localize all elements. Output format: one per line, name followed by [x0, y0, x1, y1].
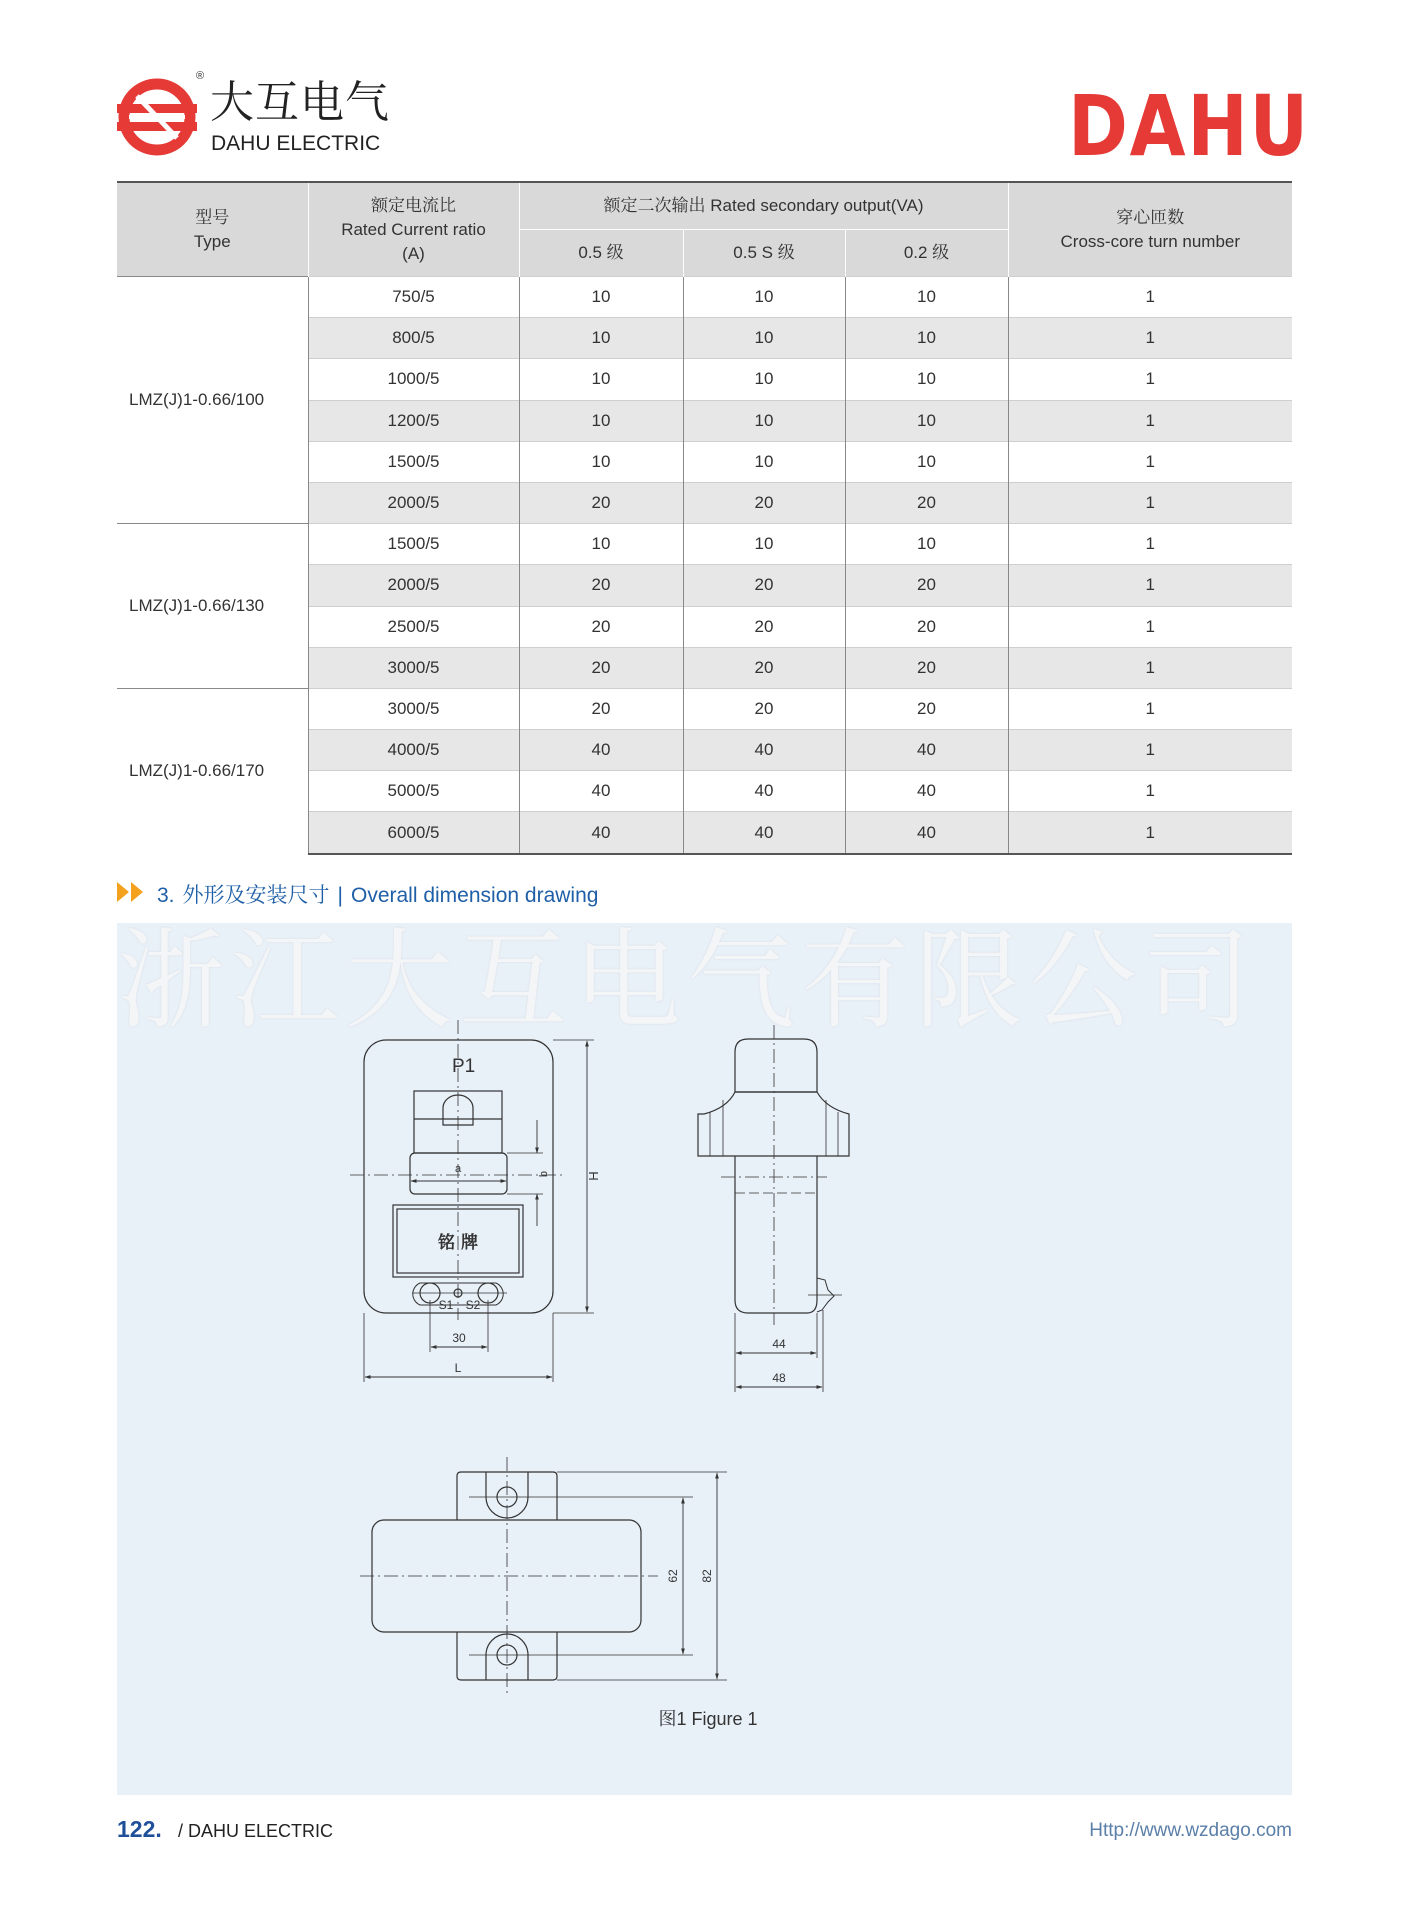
cell-class-05s: 20: [683, 647, 845, 688]
cell-turns: 1: [1008, 812, 1292, 854]
section-separator: |: [337, 883, 343, 907]
logo-chinese-name: 大互电气: [210, 77, 390, 128]
cell-class-05: 40: [519, 812, 683, 854]
cell-class-05s: 10: [683, 318, 845, 359]
header-turns-cn: 穿心匝数: [1116, 207, 1185, 227]
cell-class-05: 20: [519, 606, 683, 647]
cell-class-05s: 40: [683, 730, 845, 771]
cell-ratio: 1200/5: [308, 400, 519, 441]
cell-type: LMZ(J)1-0.66/130: [117, 524, 308, 689]
cell-class-02: 10: [845, 359, 1008, 400]
label-62: 62: [666, 1569, 680, 1583]
cell-class-05: 10: [519, 400, 683, 441]
cell-class-05: 10: [519, 359, 683, 400]
cell-class-05s: 20: [683, 482, 845, 523]
cell-turns: 1: [1008, 565, 1292, 606]
logo-english-name: DAHU ELECTRIC: [211, 132, 381, 155]
label-h: H: [586, 1171, 601, 1181]
cell-ratio: 750/5: [308, 277, 519, 318]
label-l: L: [454, 1361, 462, 1375]
cell-class-02: 40: [845, 812, 1008, 854]
cell-class-05s: 20: [683, 688, 845, 729]
cell-type: LMZ(J)1-0.66/100: [117, 277, 308, 524]
cell-ratio: 3000/5: [308, 688, 519, 729]
label-44: 44: [772, 1337, 786, 1351]
cell-class-02: 10: [845, 277, 1008, 318]
cell-turns: 1: [1008, 441, 1292, 482]
cell-class-02: 10: [845, 524, 1008, 565]
cell-class-02: 20: [845, 688, 1008, 729]
cell-class-05s: 40: [683, 771, 845, 812]
section-title-cn: 外形及安装尺寸: [182, 883, 330, 907]
cell-ratio: 1000/5: [308, 359, 519, 400]
header-output: 额定二次输出 Rated secondary output(VA): [519, 182, 1008, 230]
figure-caption: 图1 Figure 1: [658, 1709, 758, 1729]
cell-turns: 1: [1008, 771, 1292, 812]
cell-turns: 1: [1008, 688, 1292, 729]
cell-class-02: 20: [845, 647, 1008, 688]
label-s1: S1: [438, 1298, 454, 1312]
cell-class-05s: 10: [683, 400, 845, 441]
cell-class-05: 10: [519, 441, 683, 482]
cell-turns: 1: [1008, 647, 1292, 688]
header-type-en: Type: [193, 231, 231, 251]
cell-turns: 1: [1008, 482, 1292, 523]
cell-class-05: 20: [519, 647, 683, 688]
cell-class-05: 20: [519, 688, 683, 729]
cell-ratio: 6000/5: [308, 812, 519, 854]
header-type-cn: 型号: [195, 207, 230, 227]
cell-class-02: 10: [845, 400, 1008, 441]
cell-class-05: 20: [519, 482, 683, 523]
cell-class-05s: 40: [683, 812, 845, 854]
cell-class-05s: 20: [683, 606, 845, 647]
header-class-05s: 0.5 S 级: [683, 230, 845, 277]
cell-turns: 1: [1008, 524, 1292, 565]
label-30: 30: [452, 1331, 466, 1345]
header-ratio-en: Rated Current ratio: [341, 219, 486, 239]
footer-url[interactable]: Http://www.wzdago.com: [1089, 1820, 1292, 1841]
section-title-en: Overall dimension drawing: [350, 883, 599, 907]
cell-turns: 1: [1008, 730, 1292, 771]
brand-wordmark: DAHU: [1068, 77, 1310, 175]
label-48: 48: [772, 1371, 786, 1385]
front-body-outline: [364, 1040, 553, 1313]
cell-class-05: 20: [519, 565, 683, 606]
cell-class-05s: 10: [683, 277, 845, 318]
cell-turns: 1: [1008, 606, 1292, 647]
cell-turns: 1: [1008, 318, 1292, 359]
cell-class-02: 40: [845, 730, 1008, 771]
section-number: 3.: [157, 883, 175, 907]
cell-class-05: 10: [519, 318, 683, 359]
cell-ratio: 800/5: [308, 318, 519, 359]
cell-class-05s: 10: [683, 524, 845, 565]
cell-class-02: 20: [845, 565, 1008, 606]
cell-ratio: 2000/5: [308, 565, 519, 606]
cell-ratio: 1500/5: [308, 524, 519, 565]
header-ratio-unit: (A): [402, 243, 425, 263]
cell-class-05: 40: [519, 730, 683, 771]
label-p1: P1: [452, 1056, 476, 1077]
cell-class-02: 20: [845, 482, 1008, 523]
label-s2: S2: [465, 1298, 481, 1312]
cell-ratio: 5000/5: [308, 771, 519, 812]
cell-class-05: 10: [519, 277, 683, 318]
cell-turns: 1: [1008, 277, 1292, 318]
cell-ratio: 2000/5: [308, 482, 519, 523]
cell-turns: 1: [1008, 359, 1292, 400]
cell-ratio: 3000/5: [308, 647, 519, 688]
cell-ratio: 4000/5: [308, 730, 519, 771]
watermark: 浙江大互电气有限公司: [117, 919, 1258, 1044]
label-82: 82: [700, 1569, 714, 1583]
cell-ratio: 2500/5: [308, 606, 519, 647]
label-b: b: [538, 1170, 550, 1178]
cell-class-05s: 20: [683, 565, 845, 606]
cell-class-02: 10: [845, 441, 1008, 482]
header-class-05: 0.5 级: [519, 230, 683, 277]
cell-class-05s: 10: [683, 359, 845, 400]
page-number: 122.: [117, 1816, 162, 1842]
label-nameplate: 铭 牌: [438, 1233, 478, 1253]
registered-mark: ®: [196, 70, 205, 82]
cell-class-05: 40: [519, 771, 683, 812]
cell-turns: 1: [1008, 400, 1292, 441]
footer-brand: / DAHU ELECTRIC: [178, 1821, 334, 1841]
cell-class-02: 10: [845, 318, 1008, 359]
cell-class-02: 20: [845, 606, 1008, 647]
cell-class-05s: 10: [683, 441, 845, 482]
header-class-02: 0.2 级: [845, 230, 1008, 277]
cell-type: LMZ(J)1-0.66/170: [117, 688, 308, 853]
cell-ratio: 1500/5: [308, 441, 519, 482]
header-ratio-cn: 额定电流比: [371, 195, 456, 215]
label-a: a: [454, 1163, 462, 1175]
cell-class-05: 10: [519, 524, 683, 565]
cell-class-02: 40: [845, 771, 1008, 812]
header-turns-en: Cross-core turn number: [1060, 231, 1241, 251]
